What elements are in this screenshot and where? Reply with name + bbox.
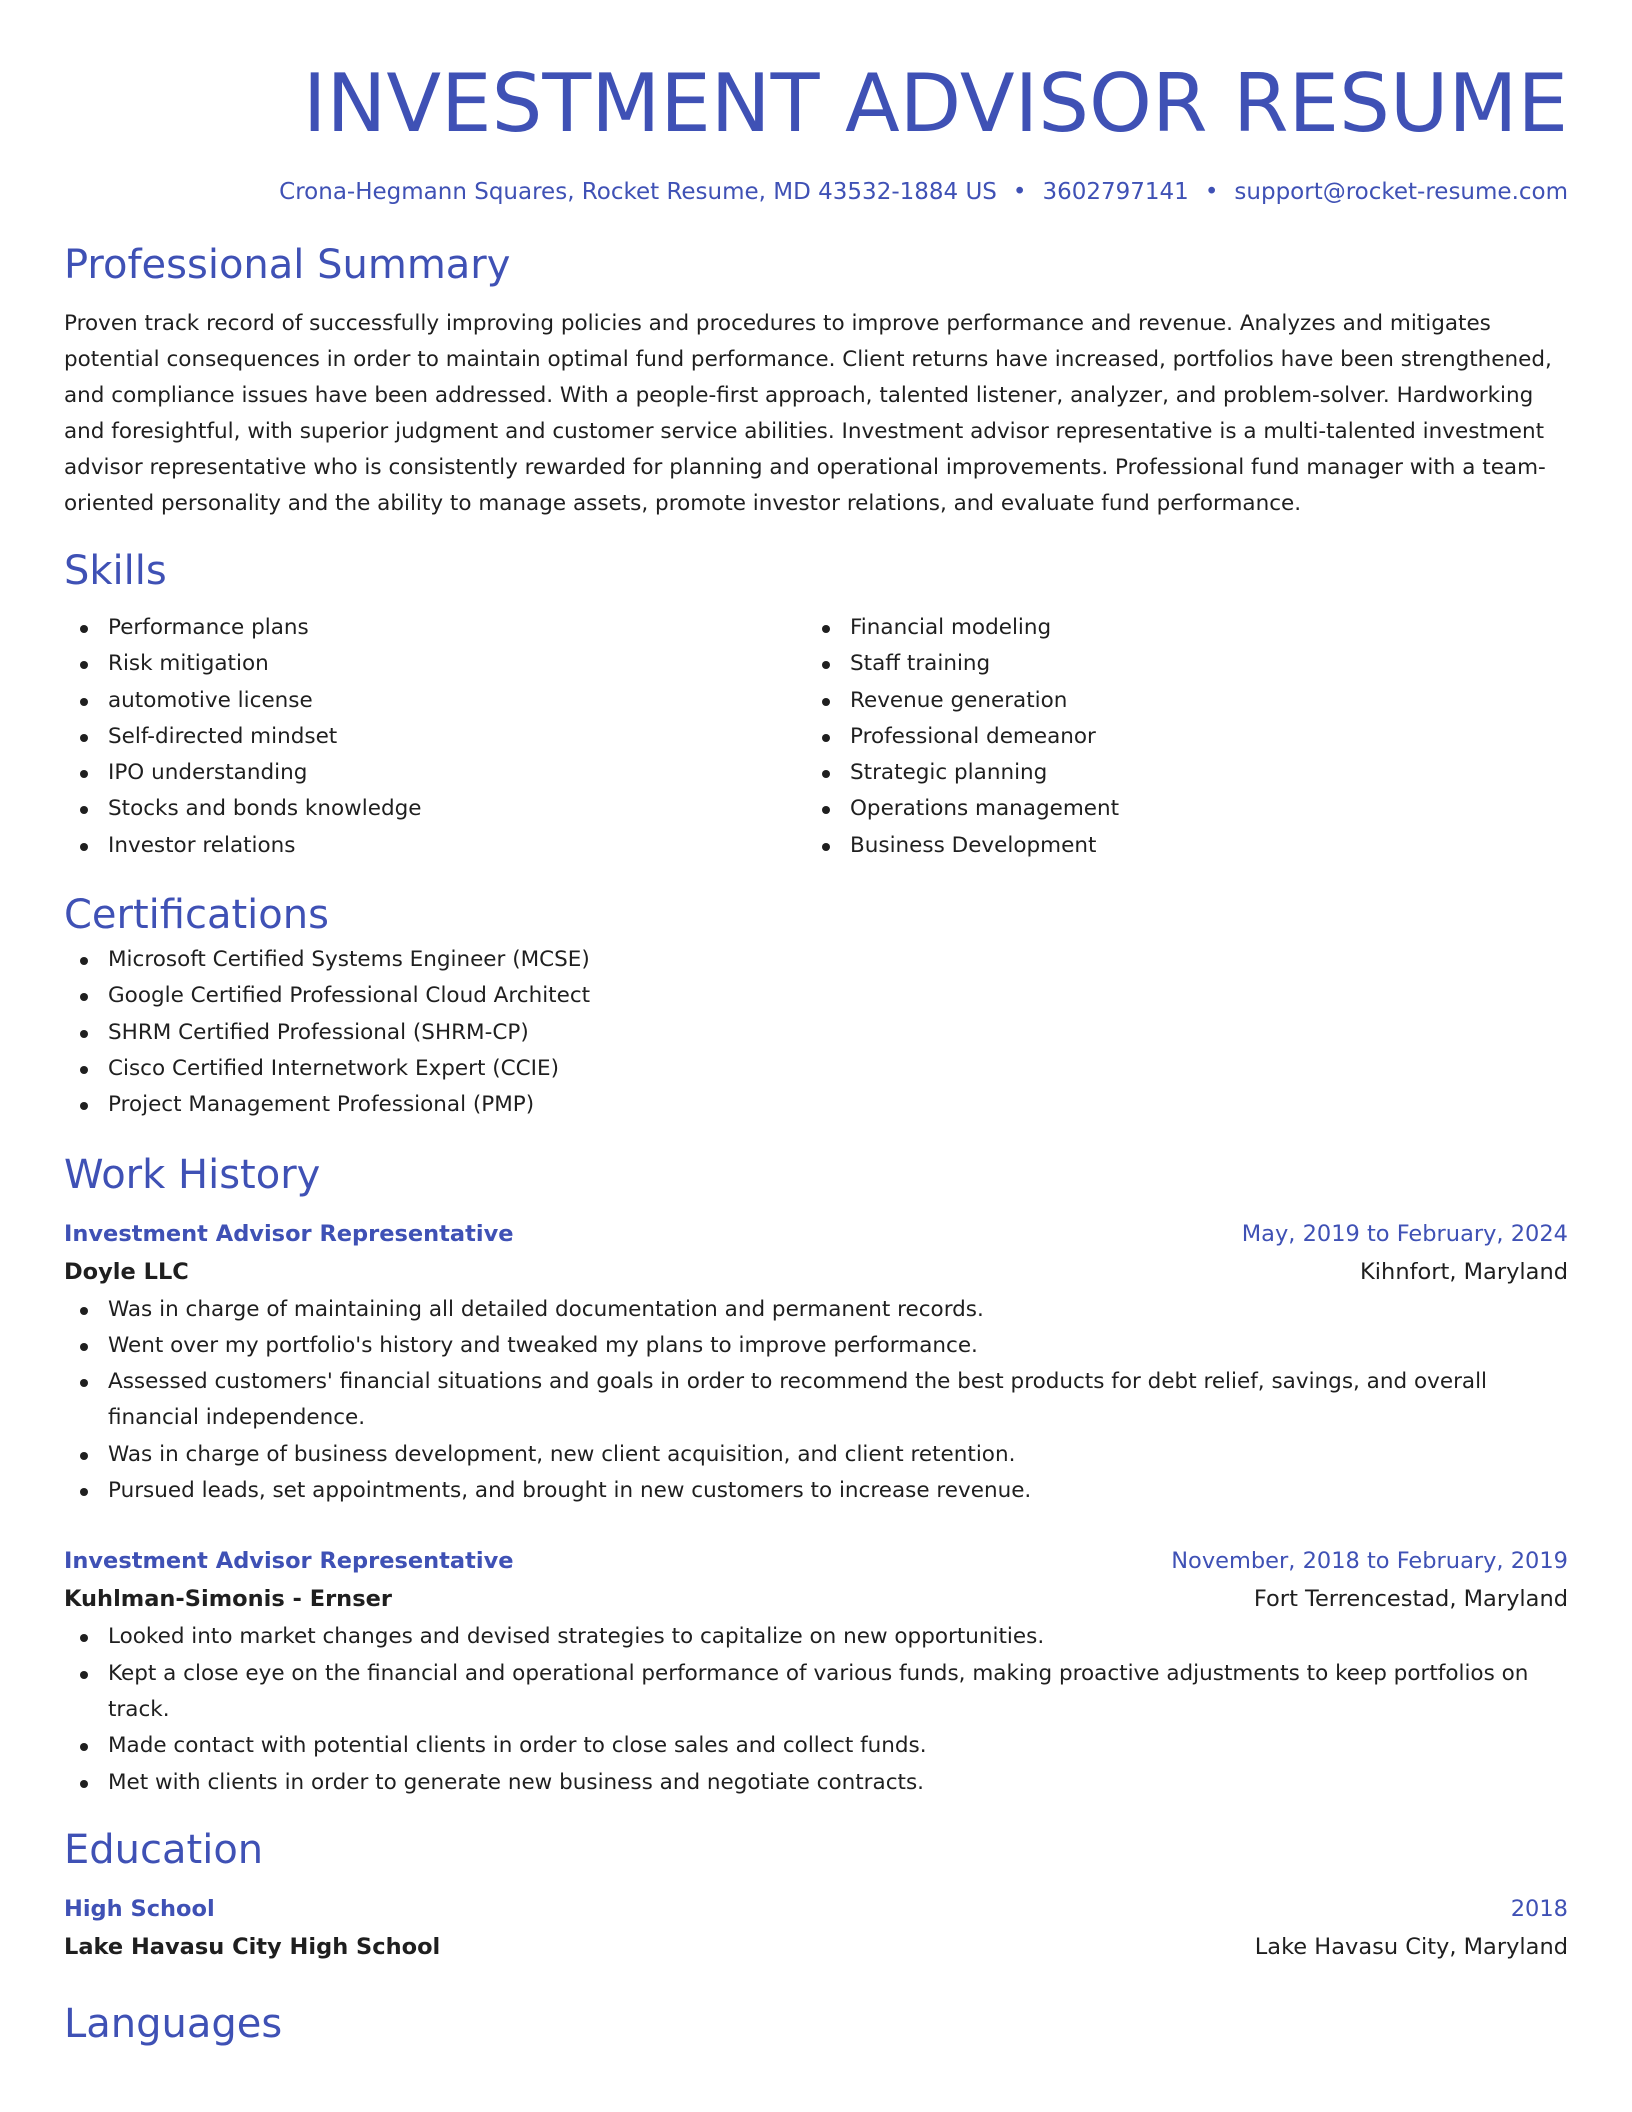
education-location: Lake Havasu City, Maryland [1254, 1933, 1568, 1960]
skill-item: Staff training [806, 646, 1548, 682]
skill-item: Financial modeling [806, 610, 1548, 646]
job-duty-item: Made contact with potential clients in order to close sales and collect funds. [64, 1728, 1568, 1764]
skills-list [806, 610, 1548, 864]
contact-line [64, 176, 1568, 208]
skills-grid [64, 610, 1568, 864]
certification-item: Google Certified Professional Cloud Architect [64, 978, 1568, 1014]
job-duty-item: Kept a close eye on the financial and operational performance of various funds, making proactive adjustments to keep portfolios on track. [64, 1656, 1568, 1729]
certifications-list [64, 942, 1568, 1123]
professional-summary-section [64, 238, 1568, 522]
job-company: Kuhlman-Simonis - Ernser [64, 1586, 392, 1613]
skill-item: Investor relations [64, 828, 806, 864]
job-company-row [64, 1252, 1568, 1292]
education-header-row [64, 1891, 1568, 1927]
contact-email[interactable]: support@rocket-resume.com [1234, 179, 1568, 205]
skills-section [64, 544, 1568, 864]
job-company: Doyle LLC [64, 1258, 189, 1285]
job-duty-item: Was in charge of maintaining all detailed documentation and permanent records. [64, 1292, 1568, 1328]
resume-page [64, 0, 1568, 2051]
skill-item: Strategic planning [806, 755, 1548, 791]
job-duty-item: Assessed customers' financial situations and goals in order to recommend the best products for debt relief, savings, and overall financial independence. [64, 1364, 1568, 1437]
job-header-row [64, 1543, 1568, 1579]
certifications-section [64, 888, 1568, 1123]
resume-title: INVESTMENT ADVISOR RESUME [302, 57, 1568, 150]
job-duties-list [64, 1292, 1568, 1510]
certification-item: SHRM Certified Professional (SHRM-CP) [64, 1015, 1568, 1051]
skill-item: Business Development [806, 828, 1548, 864]
work-history-section [64, 1148, 1568, 1801]
job-dates: November, 2018 to February, 2019 [1171, 1548, 1568, 1575]
contact-separator: • [1012, 179, 1027, 205]
education-school: Lake Havasu City High School [64, 1933, 441, 1960]
skill-item: Performance plans [64, 610, 806, 646]
certification-item: Project Management Professional (PMP) [64, 1087, 1568, 1123]
job-entry [64, 1543, 1568, 1800]
section-heading: Languages [64, 2000, 283, 2047]
contact-separator: • [1204, 179, 1219, 205]
section-heading: Work History [64, 1151, 321, 1198]
job-entry [64, 1216, 1568, 1510]
skill-item: Stocks and bonds knowledge [64, 791, 806, 827]
education-school-row [64, 1927, 1568, 1967]
job-location: Kihnfort, Maryland [1360, 1258, 1568, 1285]
skills-column-right [806, 610, 1548, 864]
job-title: Investment Advisor Representative [64, 1220, 514, 1247]
contact-phone: 3602797141 [1042, 179, 1189, 205]
contact-address: Crona-Hegmann Squares, Rocket Resume, MD 43532-1884 US [279, 179, 997, 205]
skills-list [64, 610, 806, 864]
section-heading: Professional Summary [64, 242, 511, 288]
skill-item: Revenue generation [806, 683, 1548, 719]
certification-item: Cisco Certified Internetwork Expert (CCIE) [64, 1051, 1568, 1087]
job-title: Investment Advisor Representative [64, 1548, 514, 1575]
education-year: 2018 [1510, 1895, 1568, 1922]
section-heading: Skills [64, 548, 167, 594]
skill-item: Self-directed mindset [64, 719, 806, 755]
education-section [64, 1823, 1568, 1967]
job-location: Fort Terrencestad, Maryland [1253, 1586, 1568, 1613]
job-duty-item: Pursued leads, set appointments, and brought in new customers to increase revenue. [64, 1473, 1568, 1509]
certification-item: Microsoft Certified Systems Engineer (MCSE) [64, 942, 1568, 978]
job-dates: May, 2019 to February, 2024 [1241, 1220, 1568, 1247]
job-duties-list [64, 1619, 1568, 1800]
summary-text: Proven track record of successfully improving policies and procedures to improve performance and revenue. Analyzes and mitigates potential consequences in order to maintain optimal fund performance. Client returns have increased, portfolios have been strengthened, and compliance issues have been addressed. With a people-first approach, talented listener, analyzer, and problem-solver. Hardworking and foresightful, with superior judgment and customer service abilities. Investment advisor representative is a multi-talented investment advisor representative who is consistently rewarded for planning and operational improvements. Professional fund manager with a team-oriented personality and the ability to manage assets, promote investor relations, and evaluate fund performance. [64, 311, 1552, 516]
skills-column-left [64, 610, 806, 864]
job-duty-item: Was in charge of business development, new client acquisition, and client retention. [64, 1437, 1568, 1473]
education-degree: High School [64, 1895, 215, 1922]
languages-section [64, 1997, 1568, 2051]
skill-item: IPO understanding [64, 755, 806, 791]
job-duty-item: Met with clients in order to generate new business and negotiate contracts. [64, 1765, 1568, 1801]
job-company-row [64, 1579, 1568, 1619]
section-heading: Certifications [64, 892, 329, 939]
section-heading: Education [64, 1826, 264, 1873]
skill-item: Operations management [806, 791, 1548, 827]
education-entry [64, 1891, 1568, 1967]
job-duty-item: Looked into market changes and devised strategies to capitalize on new opportunities. [64, 1619, 1568, 1655]
skill-item: automotive license [64, 683, 806, 719]
skill-item: Professional demeanor [806, 719, 1548, 755]
skill-item: Risk mitigation [64, 646, 806, 682]
job-header-row [64, 1216, 1568, 1252]
job-duty-item: Went over my portfolio's history and tweaked my plans to improve performance. [64, 1328, 1568, 1364]
